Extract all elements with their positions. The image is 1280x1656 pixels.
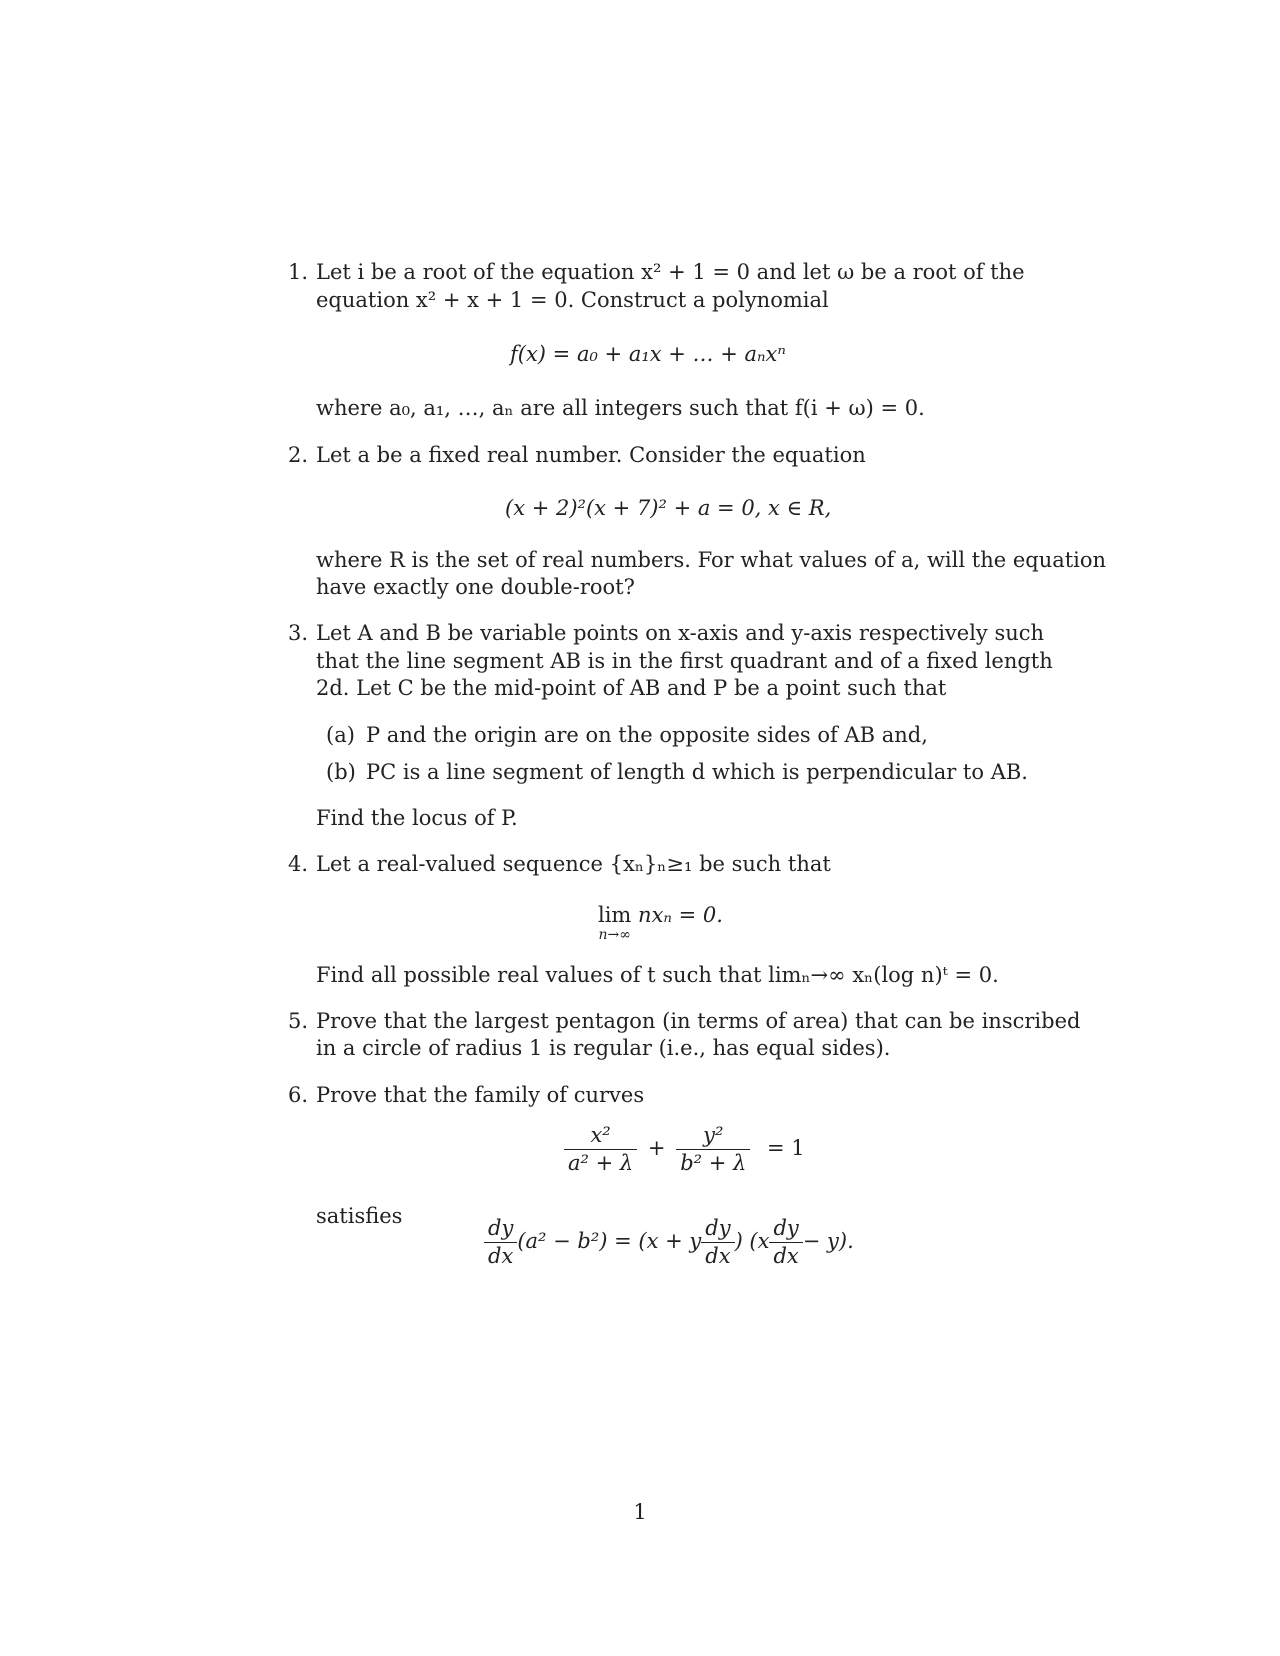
problem-3-line-3: 2d. Let C be the mid-point of AB and P be a point such that bbox=[316, 676, 947, 700]
problem-3-item-a: P and the origin are on the opposite sides of AB and, bbox=[366, 723, 928, 747]
lim-subscript: n→∞ bbox=[598, 927, 631, 943]
problem-4-number: 4. bbox=[288, 852, 309, 876]
problem-3-item-a-label: (a) bbox=[326, 723, 355, 747]
problem-3-line-4: Find the locus of P. bbox=[316, 806, 518, 830]
problem-2-line-1: Let a be a fixed real number. Consider the equation bbox=[316, 443, 866, 467]
problem-3-item-b: PC is a line segment of length d which is perpendicular to AB. bbox=[366, 760, 1028, 784]
problem-4-line-2: Find all possible real values of t such that limₙ→∞ xₙ(log n)ᵗ = 0. bbox=[316, 963, 999, 987]
fraction-x bbox=[564, 1125, 637, 1174]
de-part-1: (a² − b²) = (x + y bbox=[517, 1229, 702, 1253]
dydx-fraction-1 bbox=[484, 1218, 517, 1267]
fraction-x-denominator: a² + λ bbox=[568, 1151, 634, 1175]
problem-4-line-1: Let a real-valued sequence {xₙ}ₙ≥₁ be such that bbox=[316, 852, 831, 876]
fraction-y bbox=[676, 1125, 750, 1174]
problem-4-limit bbox=[598, 905, 723, 942]
problem-1-line-3: where a₀, a₁, …, aₙ are all integers such that f(i + ω) = 0. bbox=[316, 396, 925, 420]
problem-1-line-2: equation x² + x + 1 = 0. Construct a polynomial bbox=[316, 288, 829, 312]
dydx-fraction-2 bbox=[701, 1218, 734, 1267]
problem-6-line-1: Prove that the family of curves bbox=[316, 1083, 645, 1107]
dydx-denominator-2: dx bbox=[705, 1244, 731, 1268]
plus-sign: + bbox=[647, 1136, 666, 1160]
de-part-2: ) (x bbox=[734, 1229, 770, 1253]
problem-2-equation: (x + 2)²(x + 7)² + a = 0, x ∈ R, bbox=[505, 496, 832, 520]
problem-3-number: 3. bbox=[288, 621, 309, 645]
problem-1-number: 1. bbox=[288, 260, 309, 284]
problem-5-line-1: Prove that the largest pentagon (in terms of area) that can be inscribed bbox=[316, 1009, 1081, 1033]
problem-3-line-2: that the line segment AB is in the first quadrant and of a fixed length bbox=[316, 649, 1053, 673]
limit-operator bbox=[598, 905, 631, 942]
lim-expression: nxₙ = 0. bbox=[638, 903, 723, 927]
fraction-y-denominator: b² + λ bbox=[680, 1151, 747, 1175]
dydx-denominator: dx bbox=[488, 1244, 514, 1268]
de-part-3: − y). bbox=[802, 1229, 854, 1253]
equation-rhs: = 1 bbox=[767, 1136, 805, 1160]
problem-6-differential-equation bbox=[484, 1218, 854, 1267]
satisfies-label: satisfies bbox=[316, 1204, 403, 1228]
problem-2-number: 2. bbox=[288, 443, 309, 467]
problem-3-line-1: Let A and B be variable points on x-axis and y-axis respectively such bbox=[316, 621, 1045, 645]
problem-6-number: 6. bbox=[288, 1083, 309, 1107]
dydx-fraction-3 bbox=[769, 1218, 802, 1267]
page-number: 1 bbox=[633, 1500, 647, 1524]
problem-3-item-b-label: (b) bbox=[326, 760, 356, 784]
lim-text: lim bbox=[598, 903, 632, 927]
problem-6-curve-equation bbox=[560, 1125, 805, 1174]
dydx-numerator-2: dy bbox=[701, 1218, 734, 1243]
problem-2-line-3: have exactly one double-root? bbox=[316, 575, 635, 599]
fraction-y-numerator: y² bbox=[676, 1125, 750, 1150]
problem-5-line-2: in a circle of radius 1 is regular (i.e., has equal sides). bbox=[316, 1036, 891, 1060]
dydx-numerator: dy bbox=[484, 1218, 517, 1243]
problem-5-number: 5. bbox=[288, 1009, 309, 1033]
fraction-x-numerator: x² bbox=[564, 1125, 637, 1150]
dydx-denominator-3: dx bbox=[773, 1244, 799, 1268]
dydx-numerator-3: dy bbox=[769, 1218, 802, 1243]
problem-1-line-1: Let i be a root of the equation x² + 1 = 0 and let ω be a root of the bbox=[316, 260, 1025, 284]
problem-2-line-2: where R is the set of real numbers. For what values of a, will the equation bbox=[316, 548, 1107, 572]
problem-1-polynomial: f(x) = a₀ + a₁x + … + aₙxⁿ bbox=[510, 342, 786, 366]
